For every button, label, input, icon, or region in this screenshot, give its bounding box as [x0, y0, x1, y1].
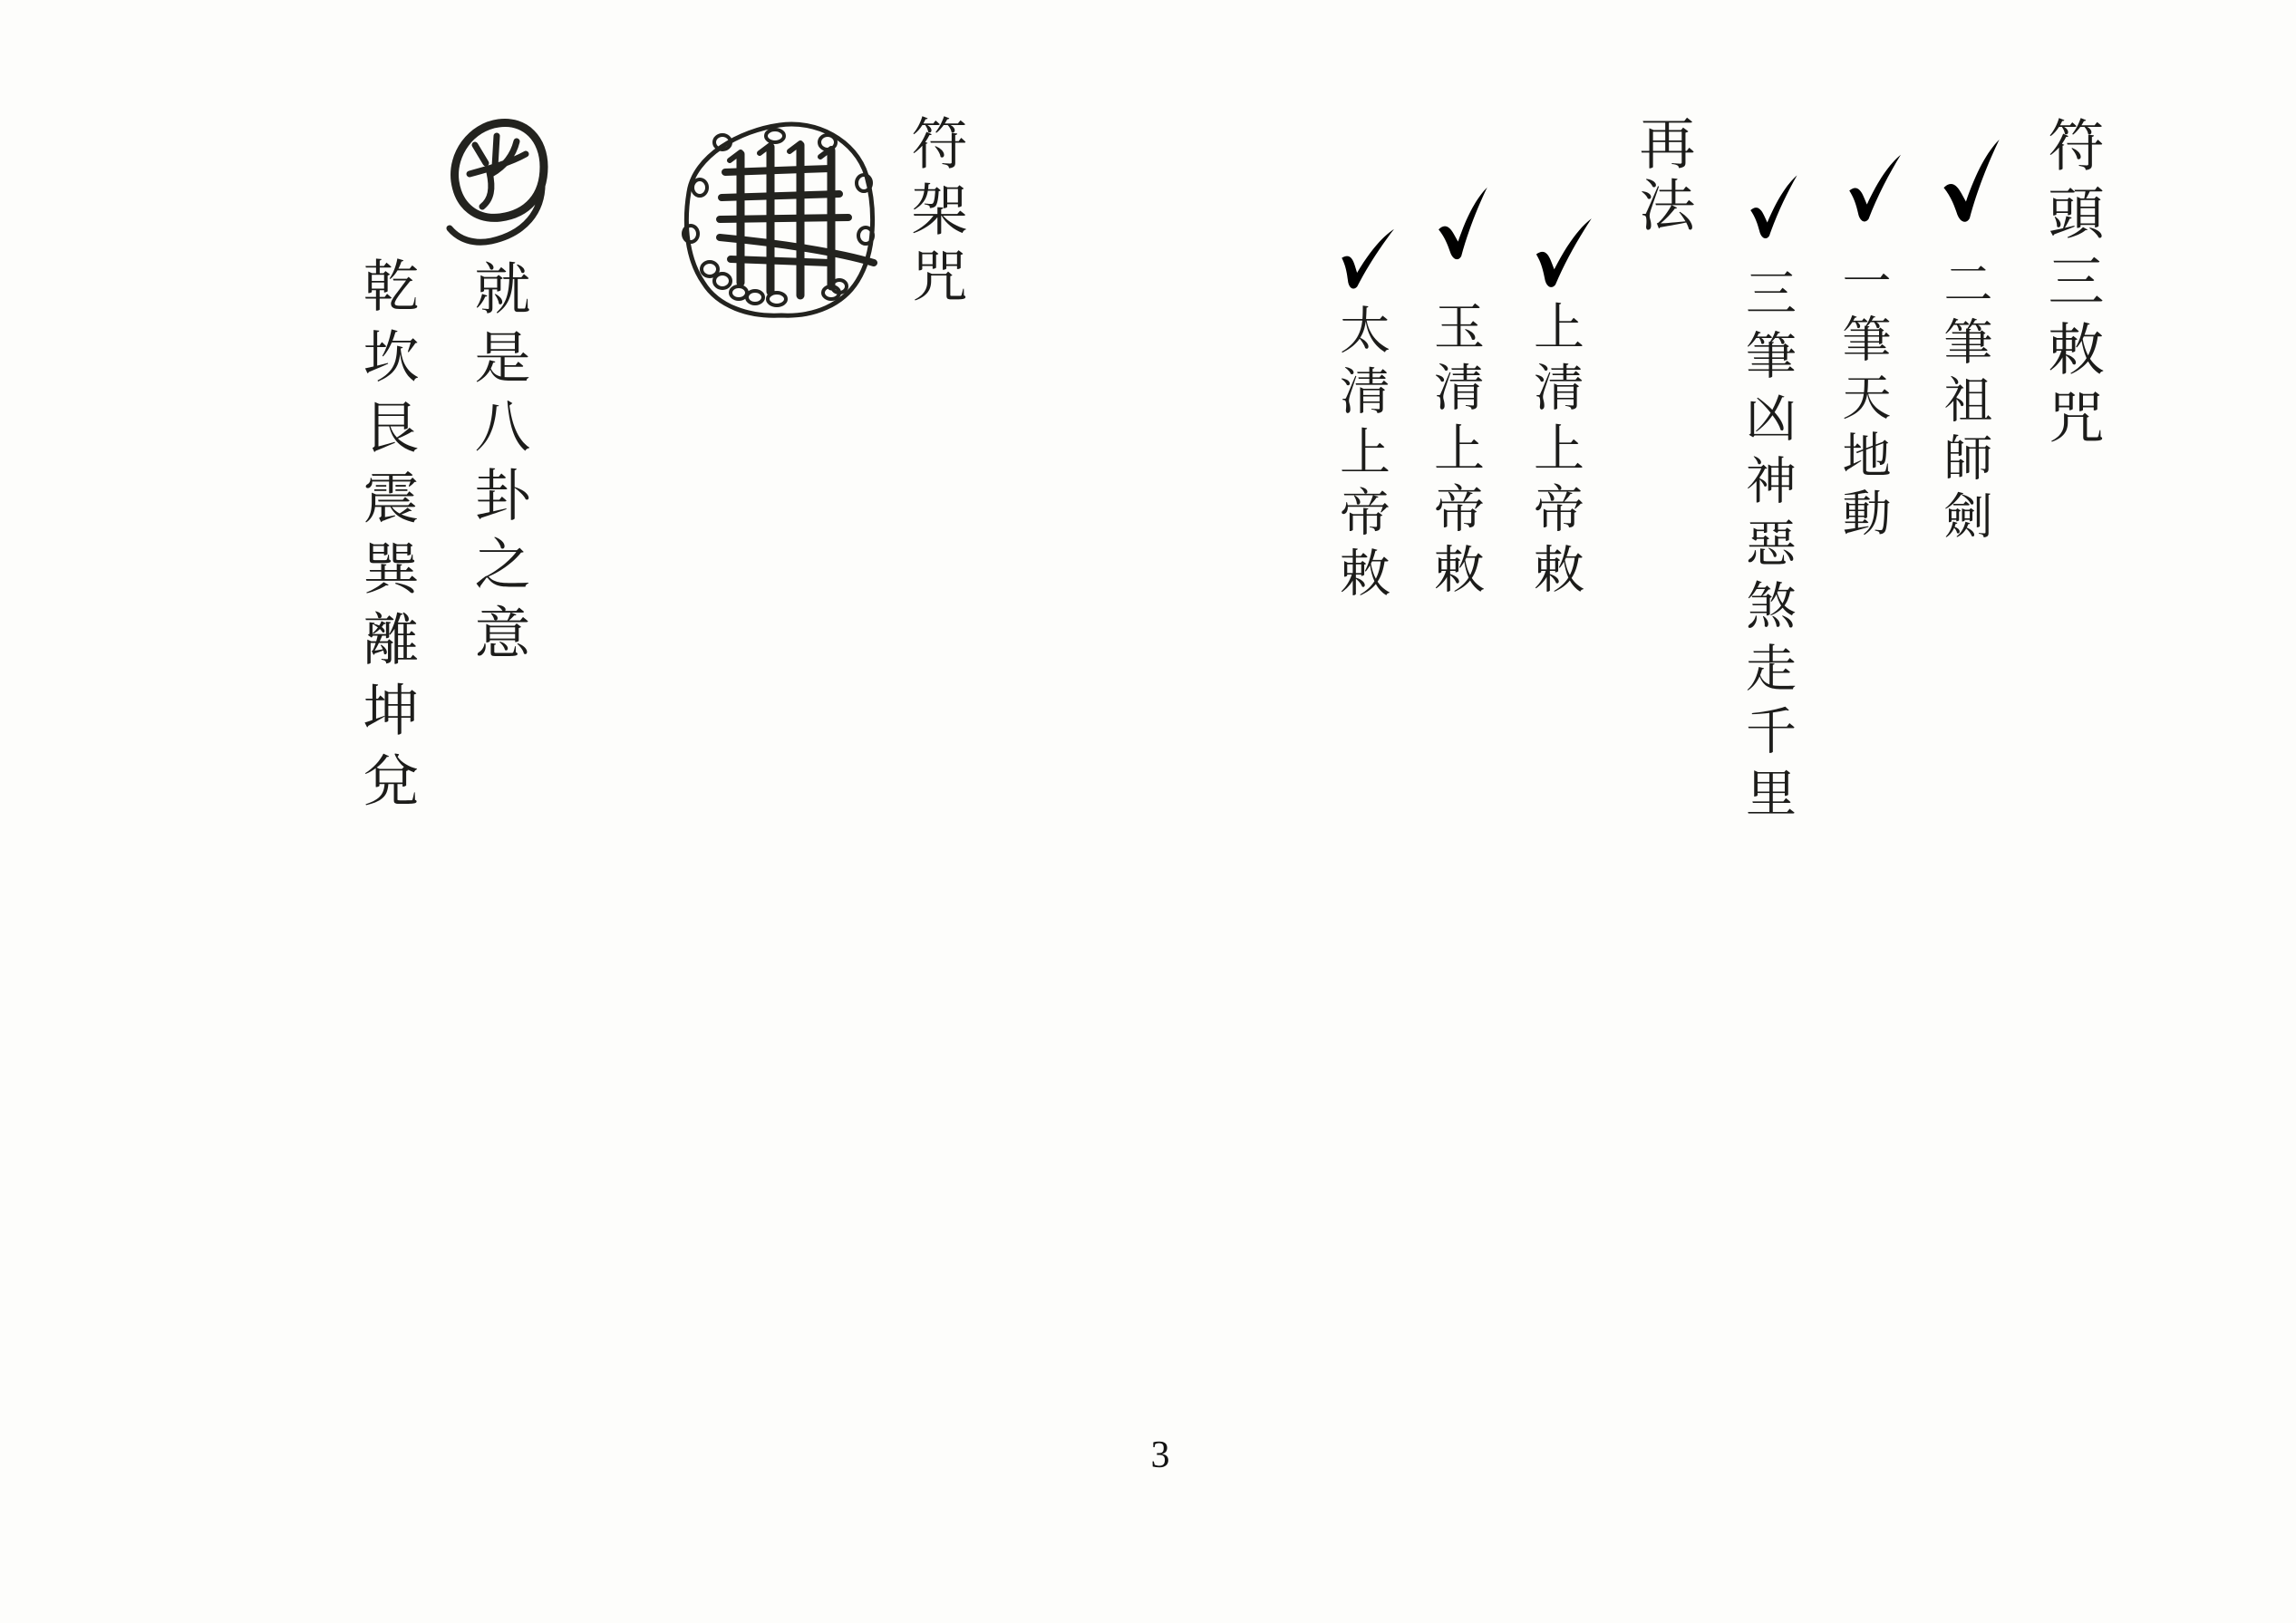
- checkmark-icon: [1524, 209, 1597, 295]
- checkmark-icon: [1742, 170, 1801, 243]
- page-title: 符頭三敕咒: [2039, 116, 2101, 456]
- checklist-item: [1423, 186, 1487, 604]
- checklist-item-text: 上清上帝敕: [1526, 300, 1583, 604]
- checklist-item-text: 玉清上帝敕: [1427, 300, 1483, 604]
- checklist-item-text: 二筆祖師劍: [1937, 258, 1991, 548]
- checklist-item-text: 三筆凶神惡煞走千里: [1739, 266, 1795, 829]
- page-number: 3: [1150, 1435, 1170, 1476]
- checklist-item: [1737, 172, 1797, 829]
- seal-caption: 符架咒: [903, 114, 964, 313]
- checklist-item: [1523, 213, 1586, 604]
- section-label: 再法: [1631, 114, 1692, 237]
- trigram-sequence-text: 乾坎艮震巽離坤兌: [354, 256, 416, 822]
- checkmark-icon: [1839, 148, 1906, 227]
- checklist-item: [1831, 150, 1894, 546]
- checkmark-icon: [1432, 186, 1492, 262]
- checklist-item-text: 一筆天地動: [1836, 256, 1890, 546]
- checkmark-icon: [1323, 216, 1406, 299]
- checklist-item: [1329, 222, 1392, 607]
- brush-circled-glyph-icon: [439, 114, 557, 261]
- checklist-item: [1933, 138, 1996, 548]
- checklist-item-text: 太清上帝敕: [1332, 304, 1389, 607]
- checkmark-icon: [1941, 138, 2001, 225]
- talisman-seal-grid-circle-icon: [678, 118, 885, 324]
- annotation-text: 就是八卦之意: [466, 259, 528, 672]
